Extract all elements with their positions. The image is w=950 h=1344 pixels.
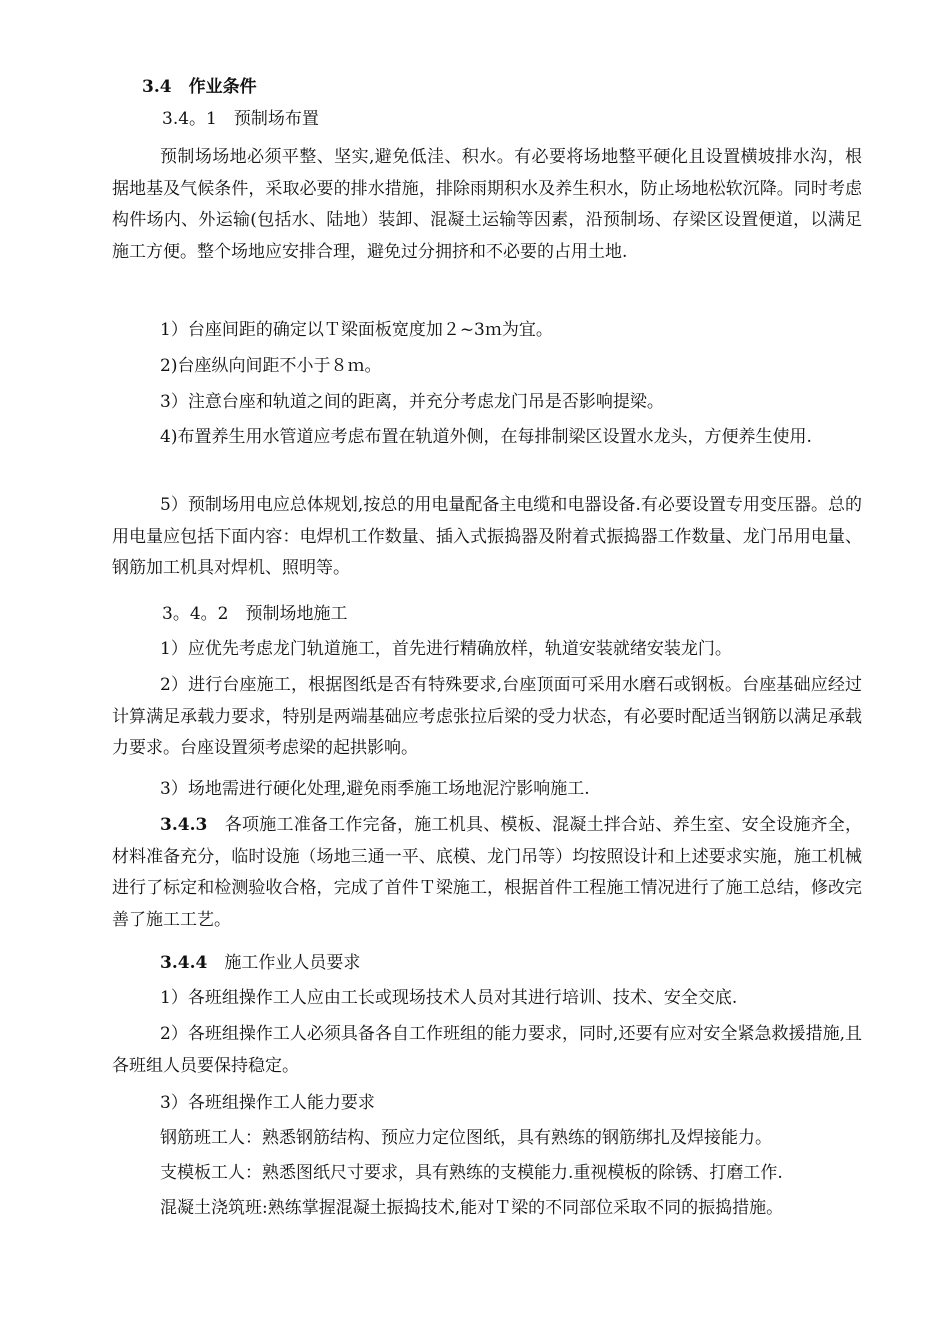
section-3-4-1-item-1: 1）台座间距的确定以Ｔ梁面板宽度加２~3ｍ为宜。: [160, 320, 553, 340]
concrete-team-requirement: 混凝土浇筑班:熟练掌握混凝土振捣技术,能对Ｔ梁的不同部位采取不同的振捣措施。: [160, 1198, 784, 1218]
section-3-4-4-item-1: 1）各班组操作工人应由工长或现场技术人员对其进行培训、技术、安全交底.: [160, 988, 738, 1008]
formwork-worker-requirement: 支模板工人：熟悉图纸尺寸要求，具有熟练的支模能力.重视模板的除锈、打磨工作.: [160, 1163, 783, 1183]
section-3-4-3-number: 3.4.3: [160, 815, 208, 835]
section-3-4-1-title: 3.4。1 预制场布置: [162, 109, 319, 129]
section-3-4-3-paragraph: [112, 810, 862, 936]
section-3-4-4-heading: [112, 948, 862, 980]
section-3-4-1-paragraph: 预制场场地必须平整、坚实,避免低洼、积水。有必要将场地整平硬化且设置横坡排水沟，根据地基及气候条件，采取必要的排水措施，排除雨期积水及养生积水，防止场地松软沉降。同时考虑构件场内、外运输(包括水、陆地）装卸、混凝土运输等因素，沿预制场、存梁区设置便道，以满足施工方便。整个场地应安排合理，避免过分拥挤和不必要的占用土地.: [112, 147, 862, 262]
section-3-4-1-item-3: 3）注意台座和轨道之间的距离，并充分考虑龙门吊是否影响提梁。: [160, 392, 664, 412]
section-3-4-1-item-4: 4)布置养生用水管道应考虑布置在轨道外侧，在每排制梁区设置水龙头，方便养生使用.: [160, 427, 812, 447]
section-3-4-2-item-2: 2）进行台座施工，根据图纸是否有特殊要求,台座顶面可采用水磨石或钢板。台座基础应经过计算满足承载力要求，特别是两端基础应考虑张拉后梁的受力状态，有必要时配适当钢筋以满足承载力要求。台座设置须考虑梁的起拱影响。: [112, 675, 862, 758]
section-3-4-2-item-1: 1）应优先考虑龙门轨道施工，首先进行精确放样，轨道安装就绪安装龙门。: [160, 639, 732, 659]
steel-worker-requirement: 钢筋班工人：熟悉钢筋结构、预应力定位图纸，具有熟练的钢筋绑扎及焊接能力。: [160, 1128, 772, 1148]
section-3-4-4-number: 3.4.4: [160, 953, 208, 973]
section-3-4-3-text: 各项施工准备工作完备，施工机具、模板、混凝土拌合站、养生室、安全设施齐全，材料准备充分，临时设施（场地三通一平、底模、龙门吊等）均按照设计和上述要求实施，施工机械进行了标定和检测验收合格，完成了首件Ｔ梁施工，根据首件工程施工情况进行了施工总结，修改完善了施工工艺。: [112, 815, 862, 930]
section-3-4-4-item-3: 3）各班组操作工人能力要求: [160, 1093, 375, 1113]
section-3-4-title: 3.4 作业条件: [142, 77, 257, 97]
section-3-4-2-title: 3。4。2 预制场地施工: [162, 604, 348, 624]
section-3-4-4-item-2: 2）各班组操作工人必须具备各自工作班组的能力要求，同时,还要有应对安全紧急救援措施,且各班组人员要保持稳定。: [112, 1024, 862, 1076]
section-3-4-4-title: 施工作业人员要求: [207, 953, 361, 973]
section-3-4-2-item-3: 3）场地需进行硬化处理,避免雨季施工场地泥泞影响施工.: [160, 779, 590, 799]
section-3-4-1-item-2: 2)台座纵向间距不小于８ｍ。: [160, 356, 382, 376]
section-3-4-1-item-5: 5）预制场用电应总体规划,按总的用电量配备主电缆和电器设备.有必要设置专用变压器。总的用电量应包括下面内容：电焊机工作数量、插入式振捣器及附着式振捣器工作数量、龙门吊用电量、钢筋加工机具对焊机、照明等。: [112, 495, 862, 578]
